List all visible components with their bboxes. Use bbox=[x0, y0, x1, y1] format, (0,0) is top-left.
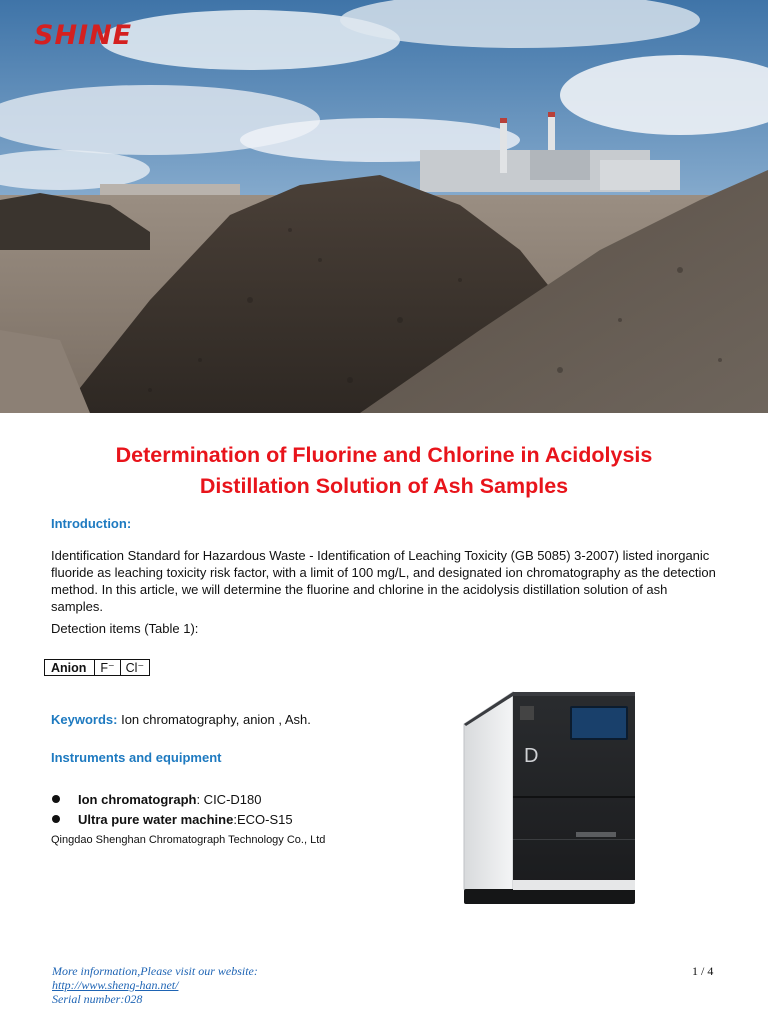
title-line-1: Determination of Fluorine and Chlorine in Acidolysis bbox=[115, 443, 653, 467]
table-cell-chloride: Cl⁻ bbox=[120, 660, 149, 676]
instrument-label: Ion chromatograph bbox=[78, 792, 197, 807]
hero-image bbox=[0, 0, 768, 413]
list-item bbox=[52, 811, 293, 831]
keywords-label: Keywords: bbox=[51, 712, 118, 727]
page-title bbox=[40, 440, 728, 502]
table-row bbox=[45, 660, 150, 676]
serial-number: Serial number:028 bbox=[52, 992, 143, 1006]
bullet-icon bbox=[52, 795, 60, 803]
introduction-text: Identification Standard for Hazardous Waste - Identification of Leaching Toxicity (GB 5085) 3-2007) listed inorganic fluoride as leaching toxicity risk factor, with a limit of 100 mg/L, and designated ion chromatography as the detection method. In this article, we will determine the fluorine and chlorine in the acidolysis distillation solution of ash samples. bbox=[51, 548, 716, 614]
list-item bbox=[52, 791, 293, 811]
ash-piles-photo bbox=[0, 0, 768, 413]
company-name: Qingdao Shenghan Chromatograph Technology Co., Ltd bbox=[51, 834, 326, 846]
title-line-2: Distillation Solution of Ash Samples bbox=[199, 474, 569, 498]
detection-items-label: Detection items (Table 1): bbox=[51, 621, 199, 636]
shine-logo: SHINE bbox=[34, 20, 133, 51]
introduction-heading: Introduction: bbox=[51, 516, 132, 531]
instrument-list bbox=[52, 791, 293, 831]
page-number: 1 / 4 bbox=[692, 964, 714, 978]
instruments-heading: Instruments and equipment bbox=[51, 750, 222, 765]
keywords-line bbox=[51, 712, 311, 727]
instrument-value: : CIC-D180 bbox=[196, 792, 262, 807]
table-header-anion: Anion bbox=[45, 660, 95, 676]
instrument-value: :ECO-S15 bbox=[233, 812, 293, 827]
instrument-label: Ultra pure water machine bbox=[78, 812, 234, 827]
detection-items-table bbox=[44, 659, 150, 676]
website-link[interactable]: http://www.sheng-han.net/ bbox=[52, 978, 179, 992]
footer bbox=[52, 964, 258, 1006]
ion-chromatograph-image bbox=[458, 684, 644, 912]
keywords-text: Ion chromatography, anion , Ash. bbox=[117, 712, 311, 727]
svg-text:D: D bbox=[524, 745, 539, 767]
table-cell-fluoride: F⁻ bbox=[95, 660, 120, 676]
bullet-icon bbox=[52, 815, 60, 823]
footer-more-info: More information,Please visit our website: bbox=[52, 964, 258, 978]
